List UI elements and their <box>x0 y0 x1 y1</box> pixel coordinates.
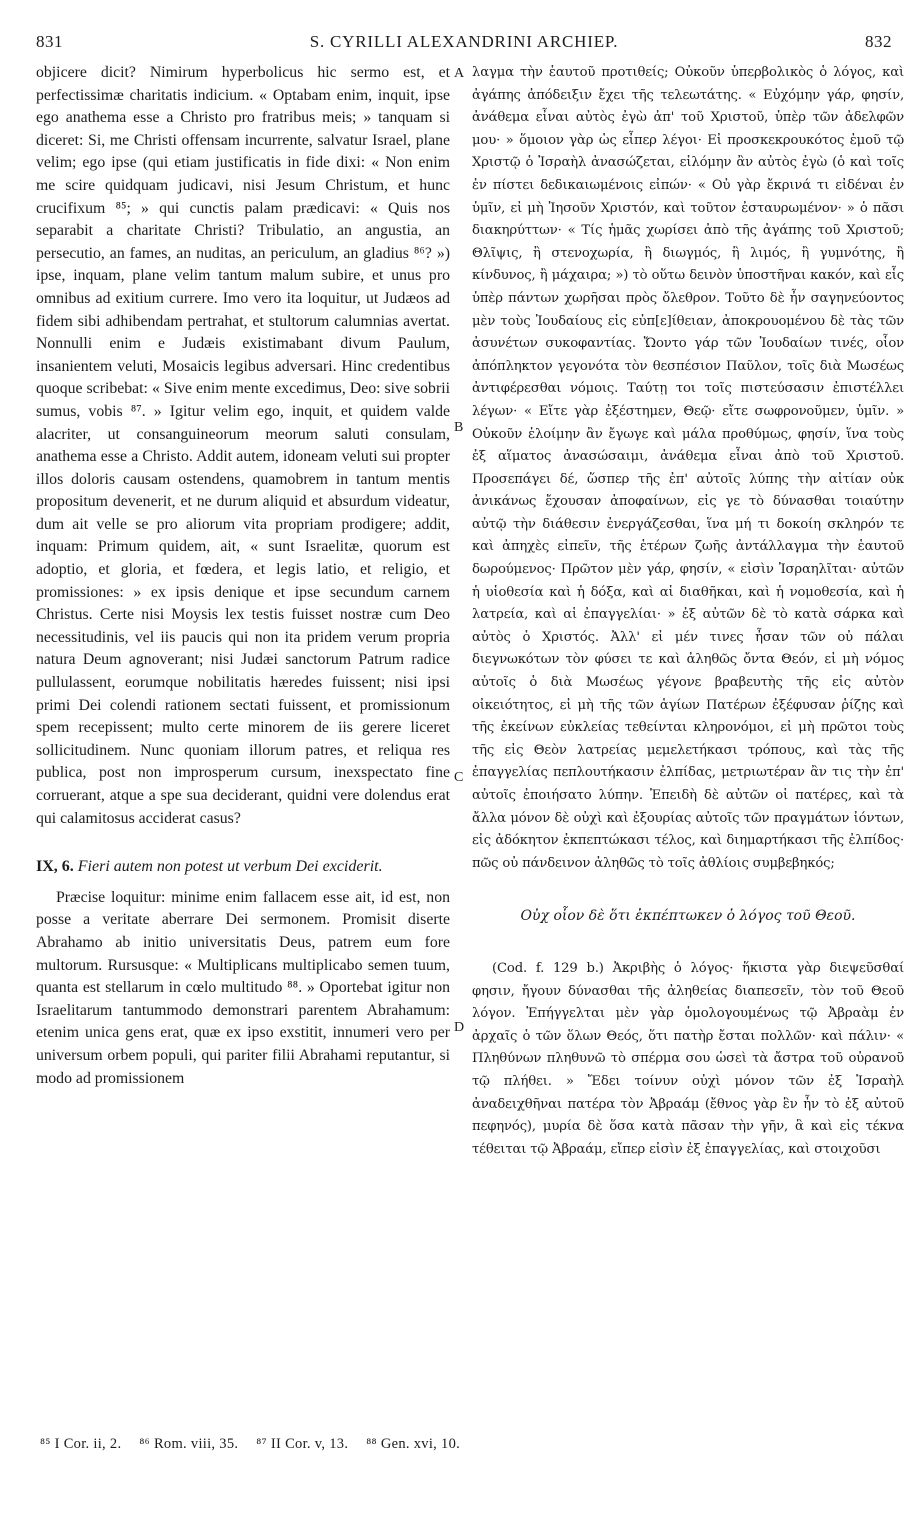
margin-marker-d: D <box>454 1020 465 1035</box>
latin-section-heading <box>36 856 450 879</box>
page-number-right: 832 <box>865 32 892 51</box>
page-number-left: 831 <box>36 32 63 51</box>
footnote-87: ⁸⁷ II Cor. v, 13. <box>256 1436 349 1452</box>
running-header <box>36 30 892 60</box>
greek-paragraph-2: (Cod. f. 129 b.) Ἀκριβὴς ὁ λόγος· ἥκιστα γὰρ διεψεῦσθαί φησιν, ἤγουν δύνασθαι τῆς ἀληθείας διαπεσεῖν, τὸν τοῦ Θεοῦ λόγον. Ἐπήγγελται μὲν γὰρ ὁμολογουμένως τῷ Ἀβραὰμ ἐν ἀρχαῖς ὁ τῶν ὅλων Θεός, ὅτι πατὴρ ἔσται πολλῶν· καὶ πάλιν· « Πληθύνων πληθυνῶ τὸ σπέρμα σου ὡσεὶ τὰ ἄστρα τοῦ οὐρανοῦ τῷ πλήθει. » Ἔδει τοίνυν οὐχὶ μόνον τῶν ἐξ Ἰσραὴλ ἀναδειχθῆναι πατέρα τὸν Ἀβραάμ (ἔθνος γὰρ ἓν ἦν τὸ ἐξ αὐτοῦ πεφηνός), μυρία δὲ ὅσα κατὰ πᾶσαν τὴν γῆν, ἃ καὶ εἰς τέκνα τέθειται τῷ Ἀβραάμ, εἴπερ εἰσὶν ἐξ ἐπαγγελίας, καὶ στοιχοῦσι <box>472 960 904 1157</box>
greek-column <box>472 62 904 1161</box>
footnote-85: ⁸⁵ I Cor. ii, 2. <box>40 1436 122 1452</box>
margin-marker-b: B <box>454 420 464 435</box>
running-title: S. CYRILLI ALEXANDRINI ARCHIEP. <box>309 32 619 51</box>
greek-paragraph-1: λαγμα τὴν ἑαυτοῦ προτιθείς; Οὐκοῦν ὑπερβολικὸς ὁ λόγος, καὶ ἀγάπης ἀπόδειξιν ἔχει τῆς τελεωτάτης. « Εὐχόμην γάρ, φησίν, ἀνάθεμα εἶναι αὐτὸς ἐγὼ ἀπ' τοῦ Χριστοῦ, ὑπὲρ τῶν ἀδελφῶν μου· » ὅμοιον γὰρ ὡς εἶπερ λέγοι· Εἰ προσκεκρουκότος ἐμοῦ τῷ Χριστῷ ὁ Ἰσραὴλ ἀνασώζεται, εἰλόμην ἂν αὐτὸς ἐγὼ (ὁ καὶ τοῖς ἐν πίστει δεδικαιωμένοις εἰπών· « Οὐ γὰρ ἔκρινά τι εἰδέναι ἐν ὑμῖν, εἰ μὴ Ἰησοῦν Χριστόν, καὶ τοῦτον ἐσταυρωμένον· » ὁ πᾶσι διακηρύττων· « Τίς ἡμᾶς χωρίσει ἀπὸ τῆς ἀγάπης τοῦ Χριστοῦ; Θλῖψις, ἢ στενοχωρία, ἢ διωγμός, ἢ λιμός, ἢ γυμνότης, ἢ κίνδυνος, ἢ μάχαιρα; ») τὸ οὕτω δεινὸν ὑποστῆναι κακόν, καὶ εἷς ὑπὲρ πάντων χωρῆσαι πρὸς ὄλεθρον. Τοῦτο δὲ ἦν σαγηνεύοντος μὲν τοὺς Ἰουδαίους εἰς εὐπ[ε]ίθειαν, ἀποκρουομένου δὲ τὰς τῶν ἀσυνέτων συκοφαντίας. Ὤοντο γάρ τῶν Ἰουδαίων τινές, οἷον ἀπόπληκτον γεγονότα τὸν θεσπέσιον Παῦλον, τοῖς διὰ Μωσέως ἀντιφέρεσθαι νόμοις. Ταύτῃ τοι τοῖς πιστεύσασιν ἐπιστέλλει λέγων· « Εἴτε γὰρ ἐξέστημεν, Θεῷ· εἴτε σωφρονοῦμεν, ὑμῖν. » Οὐκοῦν ἑλοίμην ἂν ἔγωγε καὶ μάλα προθύμως, φησίν, ἵνα τοὺς ἐξ αἵματος ἀνασώσαιμι, ἀνάθεμα εἶναι ἀπὸ τοῦ Χριστοῦ. Προσεπάγει δέ, ὥσπερ τῆς ἐπ' αὐτοῖς λύπης τὴν αἰτίαν οὐκ ἀνικάνως ἔχουσαν ἀποφαίνων, εἰς γε τὸ δύνασθαι τοιαύτην αὐτῷ τὴν διάθεσιν ἐνεργάζεσθαι, ἵνα μή τι δοκοίη σκληρόν τε καὶ ἀπηχὲς εἰπεῖν, τῆς ἑτέρων ζωῆς ἀντάλλαγμα τὴν ἑαυτοῦ δωρούμενος· Πρῶτον μὲν γάρ, φησίν, « εἰσὶν Ἰσραηλῖται· αὐτῶν ἡ υἱοθεσία καὶ ἡ δόξα, καὶ αἱ διαθῆκαι, καὶ ἡ νομοθεσία, καὶ ἡ λατρεία, καὶ αἱ ἐπαγγελίαι· » ἐξ αὐτῶν δὲ τὸ κατὰ σάρκα καὶ αὐτὸς ὁ Χριστός. Ἀλλ' εἰ μέν τινες ἦσαν τῶν οὐ πάλαι διεγνωκότων τὸν φύσει τε καὶ ἀληθῶς ὄντα Θεόν, εἰ μὴ νόμος αὐτοῖς ὁ διὰ Μωσέως γέγονε βραβευτὴς τῆς εἰς αὐτὸν οἰκειότητος, εἰ μὴ τῆς τῶν ἁγίων Πατέρων ἐξέφυσαν ῥίζης καὶ τῆς ἐκείνων εὐκλείας τεθείνται κληρονόμοι, εἰ μὴ πρῶτοι τοὺς τῆς εἰς Θεὸν λατρείας μεμελετήκασι τρόπους, καὶ τὰς τῆς ἐπαγγελίας πεπλουτήκασιν ἐλπίδας, μετριωτέραν ἂν τις τὴν ἐπ' αὐτοῖς ἐποιήσατο λύπην. Ἐπειδὴ δὲ αὐτῶν οἱ πατέρες, καὶ τὰ ἄλλα μόνον δὲ οὐχὶ καὶ ἐξουρίας αὐτοῖς τῶν πραγμάτων ἰόντων, εἰς ἀδόκητον ἐκπεπτώκασι τέλος, καὶ διημαρτήκασι τῆς ἐλπίδος· πῶς οὐ πάνδεινον ἀληθῶς τὸ τοῖς ἀθλίοις συμβεβηκός; <box>472 65 904 871</box>
latin-paragraph-2: Præcise loquitur: minime enim fallacem esse ait, id est, non posse a veritate aberrare Dei sermonem. Promisit diserte Abrahamo ab initio universitatis Deus, patrem eum fore multorum. Rursusque: « Multiplicans multiplicabo semen tuum, quanta est stellarum in cœlo multitudo ⁸⁸. » Oportebat igitur non Israelitarum tantummodo demonstrari parentem Abrahamum: etenim unica gens erat, quæ ex ipso exstitit, innumeri vero per universum orbem populi, qui pariter filii Abrahami reputantur, si modo ad promissionem <box>36 888 450 1087</box>
greek-section-title: Οὐχ οἷον δὲ ὅτι ἐκπέπτωκεν ὁ λόγος τοῦ Θεοῦ. <box>520 908 856 925</box>
margin-marker-a: A <box>454 66 465 81</box>
latin-paragraph-1: objicere dicit? Nimirum hyperbolicus hic sermo est, et perfectissimæ charitatis indicium. « Optabam enim, inquit, ipse ego anathema esse a Christo pro fratribus meis; » tanquam si diceret: Si, me Christi offensam incurrente, salvatur Israel, plane velim; ego ipse (qui etiam justificatis in fide dixi: « Non enim me scire quidquam judicavi, nisi Jesum Christum, et hunc crucifixum ⁸⁵; » qui cunctis palam prædicavi: « Quis nos separabit a charitate Christi? Tribulatio, an angustia, an persecutio, an fames, an nuditas, an periculum, an gladius ⁸⁶? ») ipse, inquam, plane velim tantum malum subire, et unus pro omnibus ad exitium currere. Imo vero ita loquitur, ut Judæos ad fidem sibi adhibendam pertrahat, et stultorum calumnias avertat. Nonnulli enim e Judæis existimabant divum Paulum, insanientem veluti, Mosaicis legibus adversari. Hinc credentibus quoque scribebat: « Sive enim mente excedimus, Deo: sive sobrii sumus, vobis ⁸⁷. » Igitur velim ego, inquit, et quidem valde alacriter, ut consanguineorum meorum saluti consulam, anathema esse a Christo. Addit autem, idoneam veluti sui propter illos doloris causam ostendens, quamobrem in tantum mentis propositum devenerit, et ne durum aliquid et absurdum videatur, dum ait velle se pro aliorum vita propriam prodigere; addit, inquam: Primum quidem, ait, « sunt Israelitæ, quorum est adoptio, et gloria, et fœdera, et legis latio, et religio, et promissiones: » ex ipsis denique et ipse secundum carnem Christus. Certe nisi Moysis lex testis fuisset nostræ cum Deo necessitudinis, vel iis paucis qui non ita pridem verum propria natura Deum agnoverant; nisi Judæi sanctorum Patrum radice pullulassent, eorumque nobilitatis hæredes fuissent; nisi ipsi primi Dei colendi rationem sectati fuissent, et promissionum spem recepissent; multo certe minorem de iis gerere liceret sollicitudinem. Nunc quoniam illorum patres, et reliqua res publica, post non improsperum cursum, inexspectato fine corruerant, atque a spe sua deciderant, quidni vere dolendus erat qui calamitosus acciderat casus? <box>36 64 450 827</box>
margin-marker-c: C <box>454 770 464 785</box>
footnotes <box>40 1436 880 1453</box>
footnote-86: ⁸⁶ Rom. viii, 35. <box>139 1436 239 1452</box>
latin-column <box>36 62 450 1090</box>
section-number: IX, 6. <box>36 858 74 876</box>
latin-section-title: Fieri autem non potest ut verbum Dei exciderit. <box>77 858 383 876</box>
footnote-88: ⁸⁸ Gen. xvi, 10. <box>366 1436 461 1452</box>
